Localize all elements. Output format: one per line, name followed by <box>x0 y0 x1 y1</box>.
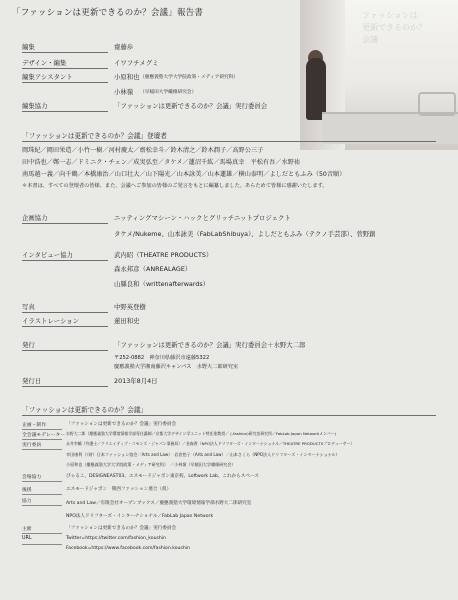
credit-value-interview-3: 山縣良和（writtenafterwards） <box>114 280 210 288</box>
credit-value-illustration: 蓮田和史 <box>114 317 140 325</box>
committee-rule-moderator <box>22 439 62 440</box>
committee-label-venue: 会場協力 <box>22 475 42 480</box>
committee-rule-cooperation <box>22 505 62 506</box>
staff-value-assistant-1: 小原和也 <box>114 73 140 81</box>
speakers-heading: 「ファッションは更新できるのか？会議」登壇者 <box>22 132 167 140</box>
committee-rule-support <box>22 494 62 495</box>
committee-value-members-2: 幸田康利（（財）日本ファッション協会／Arts and Law） 岩倉悠子（Arts and Law）／山本さくら（NPO法人ドリフターズ・インターナショナル） <box>66 452 340 457</box>
committee-rule-production <box>22 429 62 430</box>
page-title: 「ファッションは更新できるのか？会議」報告書 <box>12 8 204 18</box>
staff-label-assistant: 編集アシスタント <box>22 73 73 81</box>
credit-rule-planning <box>22 223 108 224</box>
committee-rule <box>22 415 436 416</box>
speakers-line-1: 岡珠紀／岡田栄造／小竹一樹／河村慶太／齋松幸斗／鈴木清之／鈴木潤子／高野公三子 <box>22 147 264 154</box>
speakers-line-2: 田中浩也／鄭一志／ドミニク・チェン／成実弘至／タケメ／蓮沼千紘／馬場真幸 平松有吾／水野祐 <box>22 159 301 166</box>
committee-label-organizer: 主催 <box>22 527 32 532</box>
credit-value-planning-1: ニッティングマシーン・ハックとグリッチニットプロジェクト <box>114 214 291 222</box>
credit-label-date: 発行日 <box>22 377 42 385</box>
credit-value-planning-2: タケメ/Nukeme、山本詠美（FabLabShibuya）、よしだともふみ（テクノ手芸部）、菅野創 <box>114 230 376 238</box>
staff-label-cooperation: 編集協力 <box>22 102 48 110</box>
credit-value-publisher: 「ファッションは更新できるのか？会議」実行委員会＋水野大二郎 <box>114 341 306 349</box>
staff-rule-cooperation <box>22 111 108 112</box>
committee-label-moderator: 全会議モデレーター <box>22 433 66 438</box>
credit-rule-date <box>22 386 108 387</box>
staff-note-assistant-2: （早稲田大学繊維研究会） <box>140 89 197 95</box>
committee-rule-venue <box>22 481 62 482</box>
committee-value-support: エスモードジャポン 関西ファッション連合（仮） <box>66 487 172 492</box>
credit-label-publisher: 発行 <box>22 341 35 349</box>
photo-desk <box>322 112 458 144</box>
event-photo <box>300 0 458 150</box>
committee-rule-organizer <box>22 533 62 534</box>
credit-value-interview-1: 武内昭（THEATRE PRODUCTS） <box>114 251 213 259</box>
committee-value-production: 「ファッションは更新できるのか？会議」実行委員会 <box>66 422 177 427</box>
committee-value-cooperation-2: NPO法人ドリフターズ・インターナショナル／FabLab Japan Network <box>66 514 214 519</box>
photo-projected-text-2: 更新できるのか？ <box>362 23 426 32</box>
facebook-url[interactable]: Facebook=https://www.facebook.com/fashion.koushin <box>66 546 190 551</box>
credit-rule-illustration <box>22 326 108 327</box>
speakers-rule <box>22 141 436 142</box>
speakers-note: ＊本書は、すべての登壇者の皆様、また、会議へご参加の皆様のご発言をもとに編纂しました。あらためて皆様に感謝いたします。 <box>22 183 328 189</box>
staff-value-cooperation: 「ファッションは更新できるのか？会議」実行委員会 <box>114 102 268 110</box>
committee-label-url: URL <box>22 536 32 541</box>
publisher-address-1: 〒252-0882 神奈川県藤沢市遠藤5322 <box>114 355 210 361</box>
committee-label-support: 後援 <box>22 488 32 493</box>
staff-rule-design <box>22 68 108 69</box>
staff-label-design: デザイン・編集 <box>22 59 67 67</box>
staff-rule-editor <box>22 52 108 53</box>
committee-value-organizer: 「ファッションは更新できるのか？会議」実行委員会 <box>66 526 177 531</box>
credit-label-illustration: イラストレーション <box>22 317 80 325</box>
staff-value-editor: 齋藤歩 <box>114 43 134 51</box>
credit-value-date: 2013年8月4日 <box>114 377 158 385</box>
photo-projected-text-1: ファッションは <box>362 11 418 20</box>
committee-value-venue: ぴゃるこ、DESIGNEAST03、エスモードジャポン東京校、Loftwork Lab、これからスペース <box>66 474 259 479</box>
staff-value-design: イワフチメグミ <box>114 59 159 67</box>
committee-value-members-1: 永井幸輔（弁護士／クリエイティブ・コモンズ・ジャパン事務局）／金森香（NPO法人ドリフターズ・インターナショナル／THEATRE PRODUCTSプロデューサー） <box>66 441 355 446</box>
committee-value-members-3: 小原和也（慶應義塾大学大学院政策・メディア研究科） ／小林嶺（早稲田大学繊維研究会） <box>66 462 236 467</box>
photo-projected-text-3: 会議 <box>362 35 378 44</box>
committee-rule-members <box>22 449 62 450</box>
credit-value-photo: 中野英登樹 <box>114 303 146 311</box>
credit-value-interview-2: 森永邦彦（ANREALAGE） <box>114 265 192 273</box>
speakers-line-3: 南馬越一義／向千鶴／本橋康治／山口壮大／山下陽光／山本詠美／山本蓮雄／横山泰明／よしだともふみ（50音順） <box>22 171 346 178</box>
staff-label-editor: 編集 <box>22 43 35 51</box>
publisher-address-2: 慶應義塾大学湘南藤沢キャンパス 水野大二郎研究室 <box>114 364 239 370</box>
committee-label-members: 実行委員 <box>22 443 42 448</box>
credit-rule-photo <box>22 312 108 313</box>
committee-label-production: 企画・制作 <box>22 423 46 428</box>
credit-label-planning: 企画協力 <box>22 214 48 222</box>
committee-rule-url <box>22 544 62 545</box>
committee-heading: 「ファッションは更新できるのか？会議」 <box>22 406 148 414</box>
committee-value-cooperation-1: Arts and Law／有限会社オープンブックス／慶應義塾大学環境情報学部水野大二郎研究室 <box>66 501 252 506</box>
twitter-url[interactable]: Twitter=https://twitter.com/fashion_koushin <box>66 536 167 541</box>
committee-value-moderator: 水野大二郎（慶應義塾大学環境情報学部専任講師／京都大学デザイン学ユニット特任准教授／ (.fashion)研究室研究所／FabLab Japan Networkメンバー) <box>66 431 337 436</box>
staff-note-assistant-1: （慶應義塾大学大学院政策・メディア研究科） <box>140 74 239 80</box>
credit-rule-publisher <box>22 350 108 351</box>
photo-person-figure <box>306 58 326 120</box>
credit-rule-interview <box>22 260 108 261</box>
credit-label-photo: 写真 <box>22 303 35 311</box>
photo-chair <box>418 92 456 116</box>
credit-label-interview: インタビュー協力 <box>22 251 73 259</box>
staff-value-assistant-2: 小林嶺 <box>114 88 134 96</box>
committee-label-cooperation: 協力 <box>22 499 32 504</box>
staff-rule-assistant <box>22 82 108 83</box>
